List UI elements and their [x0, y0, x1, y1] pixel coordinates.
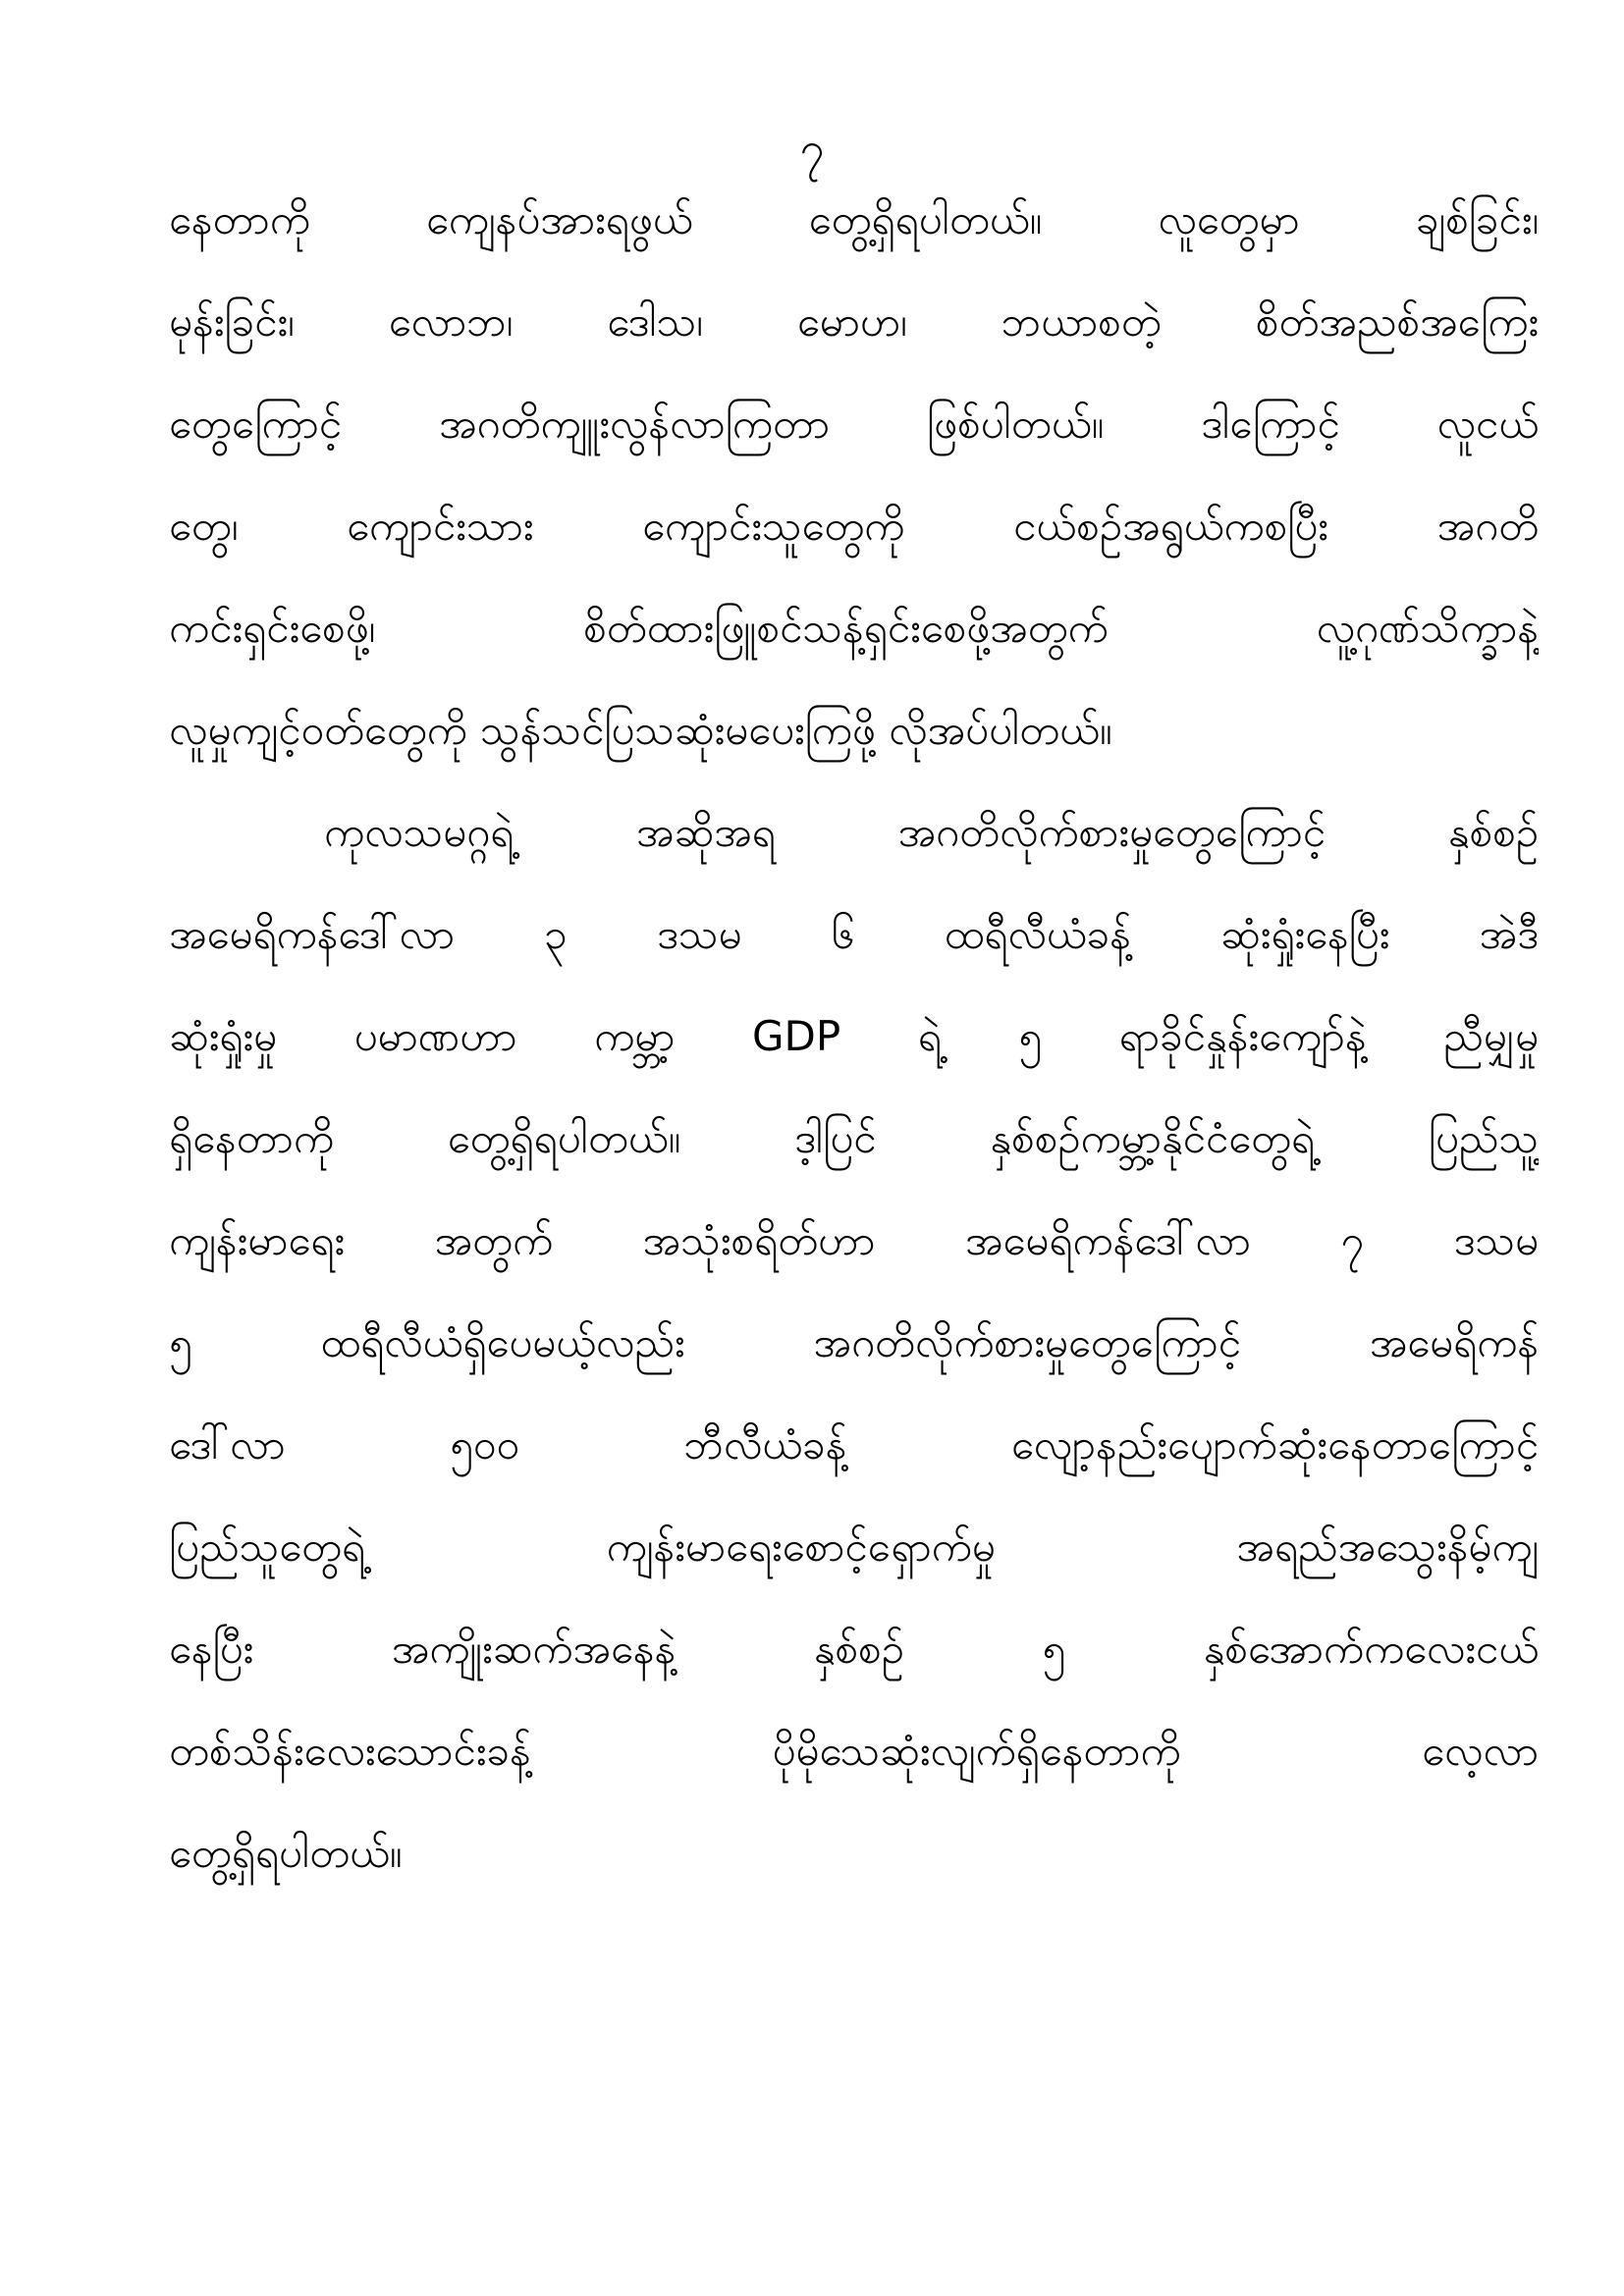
text-line: ရှိနေတာကို တွေ့ရှိရပါတယ်။ ဒ့ါပြင် နှစ်စဉ်ကမ္ဘာ့နိုင်ငံတွေရဲ့ ပြည်သူ့ [169, 1114, 1539, 1162]
text-line: ၅ ထရီလီယံရှိပေမယ့်လည်း အဂတိလိုက်စားမှုတွေကြောင့် အမေရိကန် [169, 1318, 1539, 1366]
text-line: ကင်းရှင်းစေဖို့၊ စိတ်ထားဖြူစင်သန့်ရှင်းစေဖို့အတွက် လူ့ဂုဏ်သိက္ခာနဲ့ [169, 604, 1539, 652]
page-number: ၇ [799, 124, 825, 174]
text-line: တွေ့ရှိရပါတယ်။ [169, 1829, 403, 1877]
text-line: နေပြီး အကျိုးဆက်အနေနဲ့ နှစ်စဉ် ၅ နှစ်အောက်ကလေးငယ် [169, 1625, 1539, 1673]
text-line: တွေကြောင့် အဂတိကျူးလွန်လာကြတာ ဖြစ်ပါတယ်။ ဒါကြောင့် လူငယ် [169, 400, 1539, 448]
text-line: တစ်သိန်းလေးသောင်းခန့် ပိုမိုသေဆုံးလျက်ရှိနေတာကို လေ့လာ [169, 1727, 1539, 1775]
text-line: တွေ၊ ကျောင်းသား ကျောင်းသူတွေကို ငယ်စဉ်အရွယ်ကစပြီး အဂတိ [169, 502, 1539, 550]
text-line: ကုလသမဂ္ဂရဲ့ အဆိုအရ အဂတိလိုက်စားမှုတွေကြောင့် နှစ်စဉ် [324, 808, 1539, 856]
text-line: မုန်းခြင်း၊ လောဘ၊ ဒေါသ၊ မောဟ၊ ဘယာစတဲ့ စိတ်အညစ်အကြေး [169, 297, 1539, 346]
text-line: အမေရိကန်ဒေါ်လာ ၃ ဒသမ ၆ ထရီလီယံခန့် ဆုံးရှုံးနေပြီး အဲဒီ [169, 910, 1539, 958]
text-line: လူမှုကျင့်ဝတ်တွေကို သွန်သင်ပြသဆုံးမပေးကြဖို့ လိုအပ်ပါတယ်။ [169, 706, 1112, 754]
text-line: ဒေါ်လာ ၅၀၀ ဘီလီယံခန့် လျော့နည်းပျောက်ဆုံးနေတာကြောင့် [169, 1420, 1539, 1468]
text-line: ပြည်သူတွေရဲ့ ကျန်းမာရေးစောင့်ရှောက်မှု အရည်အသွေးနိမ့်ကျ [169, 1522, 1539, 1571]
text-line: နေတာကို ကျေနပ်အားရဖွယ် တွေ့ရှိရပါတယ်။ လူတွေမှာ ချစ်ခြင်း၊ [169, 195, 1539, 243]
text-line: ကျန်းမာရေး အတွက် အသုံးစရိတ်ဟာ အမေရိကန်ဒေါ်လာ ၇ ဒသမ [169, 1216, 1539, 1264]
text-line: ဆုံးရှုံးမှု ပမာဏဟာ ကမ္ဘာ့ GDP ရဲ့ ၅ ရာခိုင်နှုန်းကျော်နဲ့ ညီမျှမှု [169, 1012, 1539, 1060]
